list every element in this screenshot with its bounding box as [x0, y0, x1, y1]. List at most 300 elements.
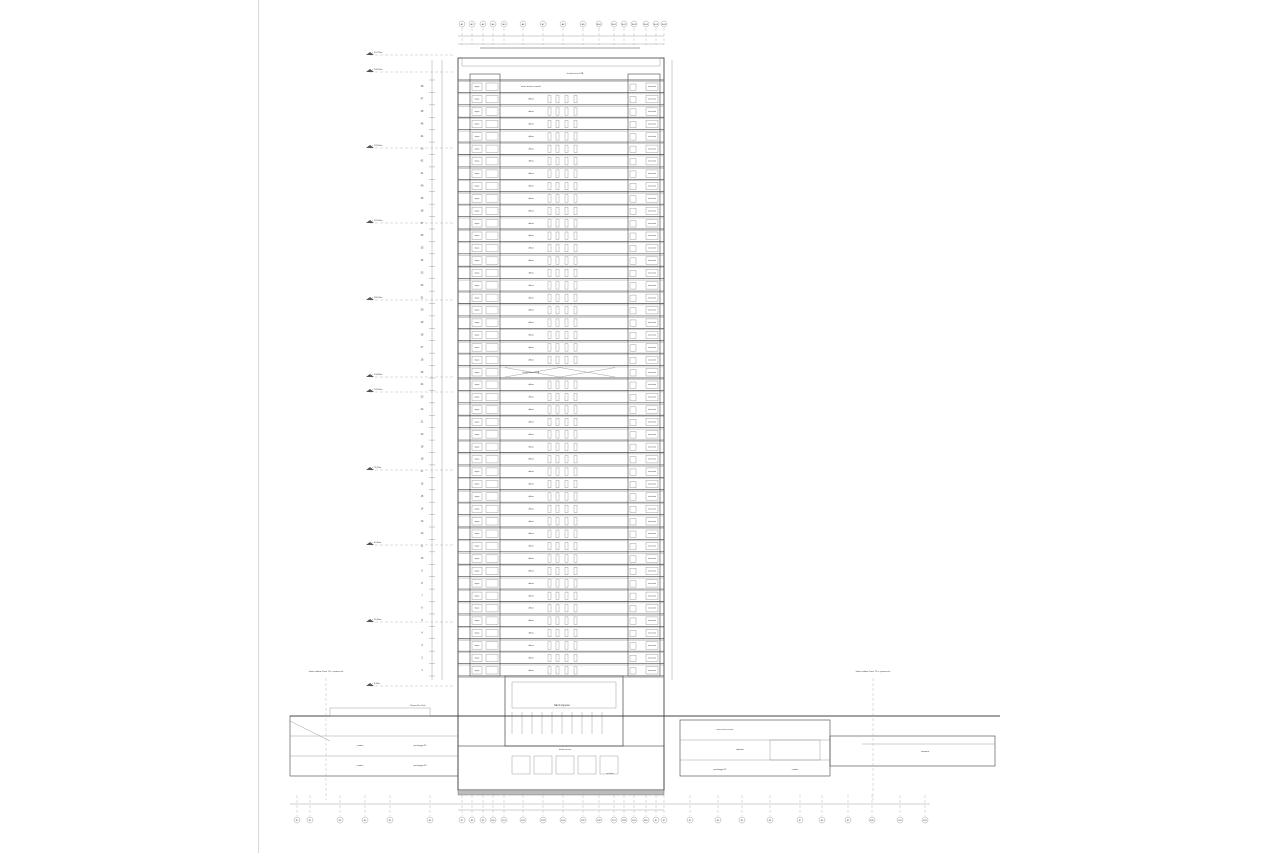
core-room-right-label: sala riunioni: [647, 583, 657, 585]
column: [556, 145, 559, 152]
core-room-right-label: sala riunioni: [647, 298, 657, 300]
basement-label: parcheggio P2: [413, 765, 427, 767]
room-labels: [309, 72, 930, 775]
grid-label-bottom: B16: [597, 820, 601, 822]
basement-label: archivio: [606, 773, 614, 775]
core-room-left-label: bagno: [474, 136, 480, 138]
floor-number: 44: [420, 134, 424, 138]
column: [574, 418, 577, 425]
office-label: ufficio: [528, 359, 534, 362]
floor-number: 39: [420, 196, 424, 200]
column: [574, 257, 577, 264]
grid-label-top: A10: [597, 24, 601, 27]
grid-label-bottom: B17: [612, 820, 616, 822]
office-label: ufficio: [528, 197, 534, 200]
stair-left: [486, 319, 498, 326]
elevator-right: [630, 407, 636, 413]
column: [565, 257, 568, 264]
office-label: ufficio: [528, 657, 534, 660]
column: [574, 431, 577, 438]
floor-number: 4: [421, 631, 423, 635]
column: [574, 406, 577, 413]
grid-label-bottom: B20: [644, 820, 648, 822]
elevator-right: [630, 183, 636, 189]
elevation-label: + 102,40m: [372, 389, 383, 391]
elevator-right: [630, 444, 636, 450]
column: [574, 567, 577, 574]
core-room-left-label: bagno: [474, 645, 480, 647]
office-label: ufficio: [528, 570, 534, 573]
office-label: ufficio: [528, 185, 534, 188]
core-room-left-label: bagno: [474, 521, 480, 523]
top-room-label: locale tecnico centrale: [521, 86, 541, 89]
left-core: [470, 74, 500, 676]
column: [556, 120, 559, 127]
grid-label-top: A16: [662, 24, 666, 27]
column: [556, 456, 559, 463]
core-room-left-label: bagno: [474, 186, 480, 188]
column: [574, 642, 577, 649]
column: [565, 294, 568, 301]
column: [548, 505, 551, 512]
column: [574, 108, 577, 115]
elevator-right: [630, 531, 636, 537]
column: [565, 120, 568, 127]
office-label: ufficio: [528, 607, 534, 610]
core-room-left-label: bagno: [474, 459, 480, 461]
column: [548, 480, 551, 487]
floor-number: 36: [420, 234, 424, 238]
core-room-left-label: bagno: [474, 112, 480, 114]
column: [565, 605, 568, 612]
column: [565, 567, 568, 574]
column: [574, 182, 577, 189]
stair-left: [486, 518, 498, 525]
column: [556, 505, 559, 512]
office-label: ufficio: [528, 98, 534, 101]
column: [565, 381, 568, 388]
elevation-label: + 75,20m: [372, 467, 382, 469]
elevator-right: [630, 457, 636, 463]
floor-number: 46: [420, 110, 424, 114]
grid-label-top: A11: [612, 24, 616, 27]
core-room-right-label: sala riunioni: [647, 261, 657, 263]
stair-left: [486, 567, 498, 574]
stair-left: [486, 456, 498, 463]
floor-number: 35: [420, 246, 424, 250]
core-room-left-label: bagno: [474, 335, 480, 337]
grid-label-bottom: B3: [338, 820, 342, 822]
column: [548, 170, 551, 177]
elevator-right: [630, 345, 636, 351]
column: [556, 232, 559, 239]
core-room-left-label: bagno: [474, 658, 480, 660]
column: [556, 605, 559, 612]
elevator-right: [630, 382, 636, 388]
basement-room: [534, 756, 552, 774]
elevator-right: [630, 258, 636, 264]
core-room-left-label: bagno: [474, 323, 480, 325]
right-core: [628, 74, 660, 676]
column: [565, 518, 568, 525]
stair-left: [486, 356, 498, 363]
basement-label: locale tecnico: [558, 749, 572, 751]
core-room-right-label: sala riunioni: [647, 360, 657, 362]
column: [556, 592, 559, 599]
office-label: ufficio: [528, 421, 534, 424]
stair-left: [486, 331, 498, 338]
column: [556, 344, 559, 351]
elevator-right: [630, 320, 636, 326]
column: [548, 381, 551, 388]
stair-left: [486, 617, 498, 624]
stair-left: [486, 195, 498, 202]
core-room-right-label: sala riunioni: [647, 645, 657, 647]
column: [574, 331, 577, 338]
core-room-right-label: sala riunioni: [647, 273, 657, 275]
core-room-right-label: sala riunioni: [647, 484, 657, 486]
core-room-right-label: sala riunioni: [647, 310, 657, 312]
core-room-right-label: sala riunioni: [647, 521, 657, 523]
grid-label-bottom: B4: [363, 820, 367, 822]
grid-lines: [294, 21, 928, 823]
grid-label-top: A4: [491, 24, 495, 27]
column: [556, 667, 559, 674]
elevator-right: [630, 568, 636, 574]
elevator-right: [630, 221, 636, 227]
core-room-left-label: bagno: [474, 633, 480, 635]
station-label: stazione: [920, 751, 930, 753]
core-room-right-label: sala riunioni: [647, 174, 657, 176]
core-room-left-label: bagno: [474, 608, 480, 610]
stair-left: [486, 505, 498, 512]
floor-number: 30: [420, 308, 424, 312]
lobby-label: hall di ingresso: [554, 704, 570, 707]
core-room-right-label: sala riunioni: [647, 434, 657, 436]
stair-left: [486, 555, 498, 562]
column: [548, 182, 551, 189]
elevation-label: + 178,40m: [372, 145, 383, 147]
elevator-right: [630, 134, 636, 140]
elevation-label: + 0,00m: [372, 683, 380, 685]
floor-number: 28: [420, 333, 424, 337]
office-label: ufficio: [528, 173, 534, 176]
stair-left: [486, 158, 498, 165]
office-label: ufficio: [528, 620, 534, 623]
column: [556, 617, 559, 624]
stair-left: [486, 133, 498, 140]
core-room-left-label: bagno: [474, 434, 480, 436]
core-room-right-label: sala riunioni: [647, 323, 657, 325]
column: [565, 555, 568, 562]
column: [574, 605, 577, 612]
column: [548, 232, 551, 239]
core-room-right-label: sala riunioni: [647, 559, 657, 561]
elevation-label: + 50,40m: [372, 542, 382, 544]
column: [565, 95, 568, 102]
column: [574, 232, 577, 239]
stair-left: [486, 654, 498, 661]
dimension-lines: [290, 36, 930, 810]
core-room-left-label: bagno: [474, 509, 480, 511]
elevator-right: [630, 283, 636, 289]
elevation-label: + 203,20m: [372, 69, 383, 71]
office-label: ufficio: [528, 222, 534, 225]
grid-label-bottom: B1: [295, 820, 299, 822]
core-room-right-label: sala riunioni: [647, 385, 657, 387]
column: [548, 468, 551, 475]
core-room-right-label: sala riunioni: [647, 621, 657, 623]
stair-left: [486, 468, 498, 475]
office-label: ufficio: [528, 595, 534, 598]
stair-left: [486, 220, 498, 227]
column: [556, 133, 559, 140]
column: [548, 331, 551, 338]
stair-left: [486, 667, 498, 674]
column: [548, 456, 551, 463]
core-room-right-label: sala riunioni: [647, 472, 657, 474]
grid-label-bottom: B11: [502, 820, 506, 822]
column: [556, 244, 559, 251]
floor-number: 38: [420, 209, 424, 213]
column: [565, 592, 568, 599]
column: [565, 133, 568, 140]
floor-number: 14: [420, 507, 424, 511]
column: [556, 468, 559, 475]
floor-number: 12: [420, 532, 424, 536]
elevator-right: [630, 96, 636, 102]
stair-left: [486, 530, 498, 537]
grid-label-bottom: B18: [622, 820, 626, 822]
annex-label: parcheggio P1: [713, 769, 727, 771]
column: [574, 617, 577, 624]
core-room-left-label: bagno: [474, 99, 480, 101]
core-room-right-label: sala riunioni: [647, 633, 657, 635]
column: [565, 356, 568, 363]
column: [565, 207, 568, 214]
elevator-right: [630, 556, 636, 562]
left-podium: [330, 708, 430, 716]
column: [556, 580, 559, 587]
column: [574, 344, 577, 351]
left-ramp: [290, 721, 330, 741]
floor-number: 40: [420, 184, 424, 188]
core-room-left-label: bagno: [474, 87, 480, 89]
column: [556, 220, 559, 227]
floor-number: 8: [421, 581, 423, 585]
core-room-left-label: bagno: [474, 571, 480, 573]
floor-number: 47: [420, 97, 424, 101]
grid-label-bottom: B8: [470, 820, 474, 822]
column: [565, 158, 568, 165]
basement-room: [556, 756, 574, 774]
column: [548, 443, 551, 450]
column: [574, 480, 577, 487]
column: [574, 667, 577, 674]
floor-number: 43: [420, 147, 424, 151]
column: [574, 294, 577, 301]
column: [565, 642, 568, 649]
column: [565, 505, 568, 512]
core-room-right-label: sala riunioni: [647, 223, 657, 225]
column: [556, 381, 559, 388]
basement-label: parcheggio P1: [413, 745, 427, 747]
grid-label-bottom: B7: [798, 820, 802, 822]
floor-number: 15: [420, 494, 424, 498]
column: [556, 282, 559, 289]
stair-left: [486, 493, 498, 500]
column: [574, 530, 577, 537]
grid-label-bottom: B11: [898, 820, 902, 822]
stair-left: [486, 207, 498, 214]
core-room-right-label: sala riunioni: [647, 534, 657, 536]
elevator-right: [630, 519, 636, 525]
core-room-right-label: sala riunioni: [647, 347, 657, 349]
core-room-left-label: bagno: [474, 596, 480, 598]
right-basement: [680, 720, 830, 776]
grid-label-bottom: B2: [308, 820, 312, 822]
column: [556, 542, 559, 549]
office-label: ufficio: [528, 433, 534, 436]
floor-number: 29: [420, 321, 424, 325]
basement-room: [512, 756, 530, 774]
core-room-left-label: bagno: [474, 161, 480, 163]
column: [565, 319, 568, 326]
column: [574, 555, 577, 562]
elevator-right: [630, 308, 636, 314]
core-room-left-label: bagno: [474, 360, 480, 362]
elevator-right: [630, 655, 636, 661]
column: [565, 145, 568, 152]
column: [548, 145, 551, 152]
sheet-border-line: [258, 0, 259, 853]
stair-left: [486, 282, 498, 289]
office-label: ufficio: [528, 520, 534, 523]
column: [556, 443, 559, 450]
core-room-right-label: sala riunioni: [647, 496, 657, 498]
core-room-left-label: bagno: [474, 385, 480, 387]
grid-label-bottom: B19: [632, 820, 636, 822]
column: [548, 195, 551, 202]
elevator-right: [630, 432, 636, 438]
floor-number: 13: [420, 519, 424, 523]
grid-label-top: A3: [481, 24, 485, 27]
office-label: ufficio: [528, 508, 534, 511]
stair-left: [486, 95, 498, 102]
office-label: ufficio: [528, 272, 534, 275]
column: [548, 580, 551, 587]
column: [548, 567, 551, 574]
column: [556, 530, 559, 537]
column: [556, 518, 559, 525]
elevator-right: [630, 171, 636, 177]
floor-number: 27: [420, 345, 424, 349]
annex-label: deposito: [736, 749, 744, 751]
core-room-left-label: bagno: [474, 496, 480, 498]
left-basement: [290, 716, 458, 776]
elevator-right: [630, 543, 636, 549]
elevator-right: [630, 109, 636, 115]
elevator-right: [630, 668, 636, 674]
floor-number: 45: [420, 122, 424, 126]
stair-left: [486, 182, 498, 189]
grid-label-top: A7: [541, 24, 545, 27]
office-label: ufficio: [528, 111, 534, 114]
elevator-right: [630, 208, 636, 214]
office-label: ufficio: [528, 582, 534, 585]
core-room-right-label: sala riunioni: [647, 546, 657, 548]
grid-label-bottom: B1: [654, 820, 658, 822]
column: [556, 307, 559, 314]
office-label: ufficio: [528, 247, 534, 250]
stair-left: [486, 244, 498, 251]
column: [548, 518, 551, 525]
floor-number: 19: [420, 445, 424, 449]
office-label: ufficio: [528, 533, 534, 536]
column: [565, 456, 568, 463]
office-label: ufficio: [528, 458, 534, 461]
grid-label-bottom: B6: [768, 820, 772, 822]
stair-left: [486, 257, 498, 264]
column: [565, 108, 568, 115]
column: [548, 344, 551, 351]
column: [574, 307, 577, 314]
top-plant-label: locale tecnico UTA: [566, 73, 584, 75]
core-room-left-label: bagno: [474, 124, 480, 126]
elevation-markers: [366, 52, 455, 686]
column: [565, 493, 568, 500]
ground-label: Piazza Fer Tech: [410, 705, 426, 707]
column: [556, 195, 559, 202]
column: [565, 195, 568, 202]
office-label: ufficio: [528, 396, 534, 399]
office-label: ufficio: [528, 297, 534, 300]
stair-left: [486, 629, 498, 636]
column: [548, 431, 551, 438]
grid-label-bottom: B5: [388, 820, 392, 822]
column: [556, 393, 559, 400]
column: [548, 95, 551, 102]
floor-number: 3: [421, 643, 423, 647]
tower-outline: [458, 58, 664, 790]
core-room-left-label: bagno: [474, 546, 480, 548]
floor-number: 1: [421, 668, 423, 672]
office-label: ufficio: [528, 235, 534, 238]
office-label: ufficio: [528, 545, 534, 548]
core-room-right-label: sala riunioni: [647, 236, 657, 238]
core-room-left-label: bagno: [474, 583, 480, 585]
office-label: ufficio: [528, 135, 534, 138]
core-room-left-label: bagno: [474, 484, 480, 486]
stair-left: [486, 393, 498, 400]
core-room-right-label: sala riunioni: [647, 136, 657, 138]
grid-label-bottom: B13: [541, 820, 545, 822]
floor-slabs: [458, 80, 664, 677]
column: [565, 431, 568, 438]
office-label: ufficio: [528, 346, 534, 349]
grid-label-bottom: B2: [662, 820, 666, 822]
column: [548, 319, 551, 326]
core-room-right-label: sala riunioni: [647, 658, 657, 660]
elevator-right: [630, 618, 636, 624]
column: [574, 580, 577, 587]
stair-left: [486, 108, 498, 115]
column: [574, 207, 577, 214]
column: [548, 393, 551, 400]
right-limit-label: limite sedime Torre T1a - piazza est: [855, 671, 891, 673]
column: [565, 418, 568, 425]
column: [565, 406, 568, 413]
